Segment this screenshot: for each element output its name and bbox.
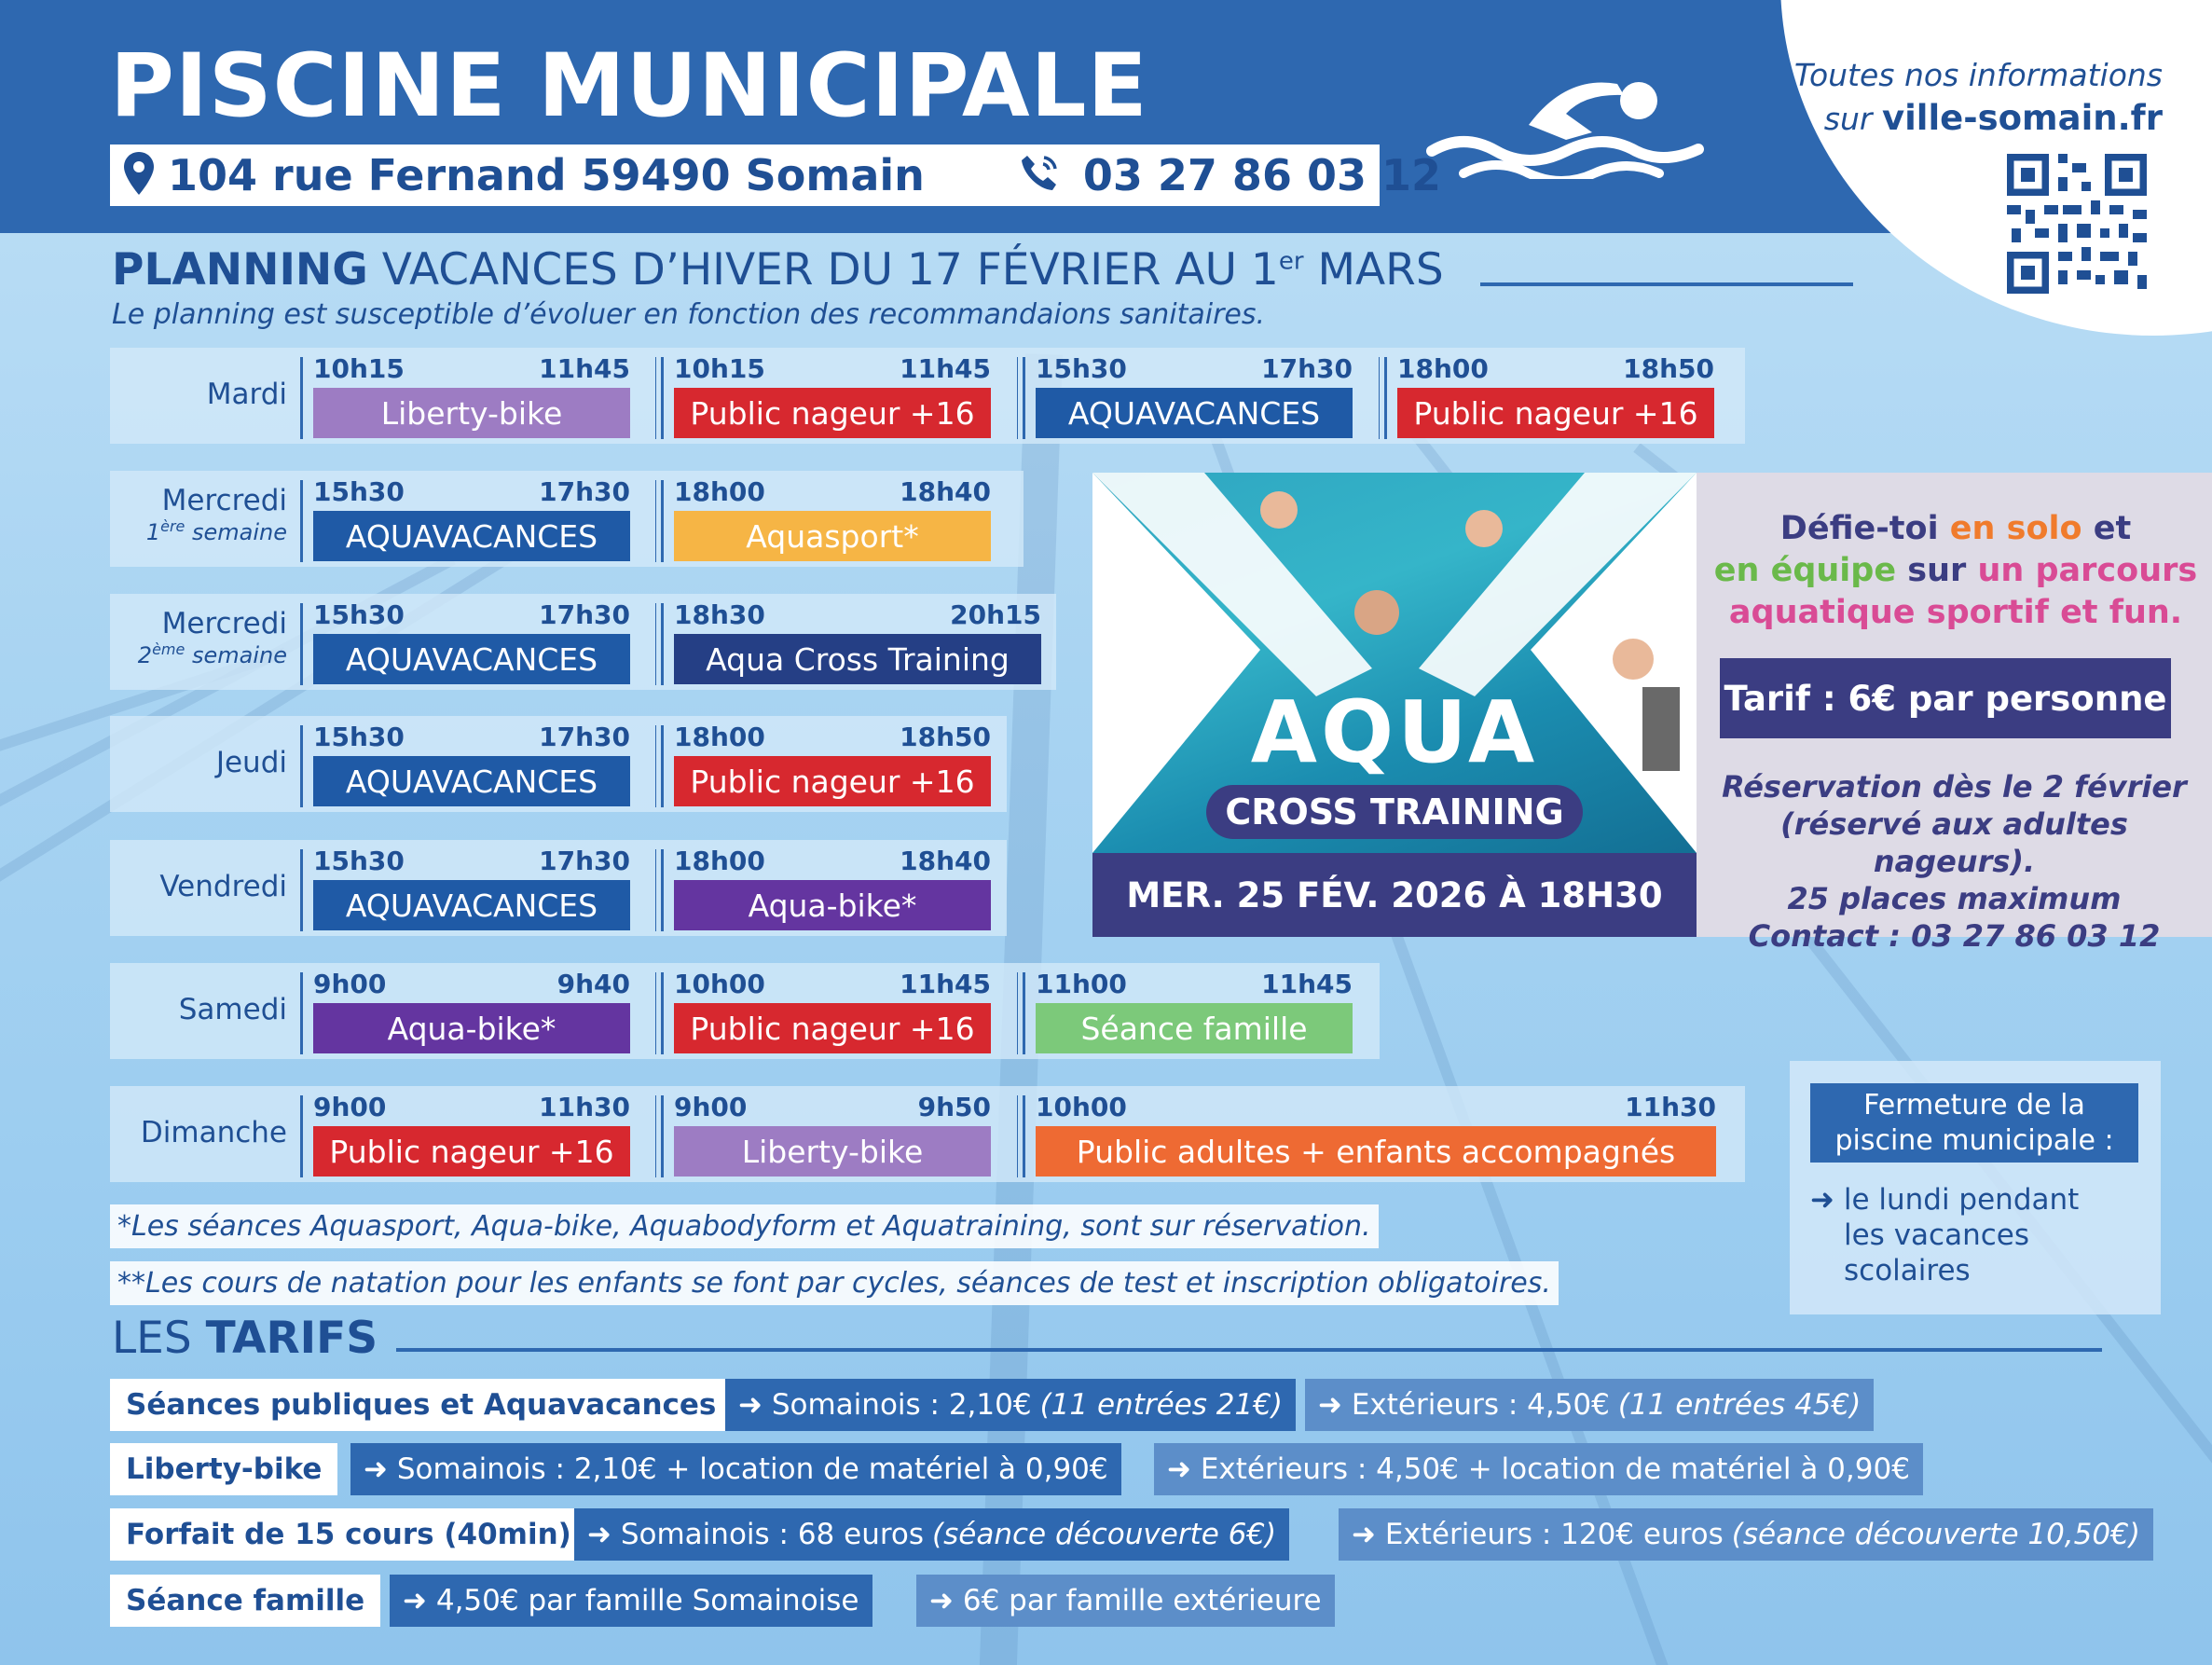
phone-number: 03 27 86 03 12 — [1082, 150, 1442, 200]
slot-times — [674, 722, 991, 752]
slot-divider — [1384, 357, 1387, 439]
slot-activity: Public nageur +16 — [1397, 388, 1714, 438]
tarifs-title-light: LES — [112, 1313, 192, 1364]
day-row-vendredi — [110, 840, 1007, 936]
slot-times — [313, 1092, 630, 1122]
schedule-slot — [1036, 1086, 1716, 1182]
slot-start-time: 18h30 — [674, 599, 765, 630]
arrow-right-icon: ➜ — [929, 1584, 954, 1617]
slot-start-time: 15h30 — [313, 476, 405, 507]
slot-end-time: 11h45 — [539, 353, 630, 384]
day-row-mardi — [110, 348, 1745, 444]
address: 104 rue Fernand 59490 Somain — [168, 150, 925, 200]
arrow-right-icon: ➜ — [364, 1452, 388, 1486]
week-word: semaine — [192, 642, 287, 668]
slot-times — [674, 353, 991, 384]
slot-activity: AQUAVACANCES — [313, 634, 630, 684]
slot-divider — [1017, 1095, 1018, 1177]
slot-activity: Aqua Cross Training — [674, 634, 1041, 684]
arrow-right-icon: ➜ — [1318, 1388, 1342, 1422]
schedule-slot — [674, 348, 991, 444]
slot-times — [1036, 1092, 1716, 1122]
schedule-slot — [313, 963, 630, 1059]
arrow-right-icon: ➜ — [738, 1388, 763, 1422]
slot-divider — [655, 1095, 656, 1177]
slot-divider — [661, 480, 664, 562]
arrow-right-icon: ➜ — [403, 1584, 427, 1617]
slot-divider — [661, 972, 664, 1054]
day-label: Vendredi — [159, 870, 287, 903]
slot-start-time: 18h00 — [674, 722, 765, 752]
slot-start-time: 15h30 — [313, 722, 405, 752]
slot-end-time: 17h30 — [539, 846, 630, 876]
closure-heading: Fermeture de la piscine municipale : — [1810, 1083, 2138, 1163]
schedule-slot — [313, 348, 630, 444]
planning-rule — [1480, 282, 1853, 286]
day-row-mercredi — [110, 594, 1056, 690]
tarif-text: Somainois : 2,10€ + location de matériel à 0,90€ — [396, 1452, 1108, 1486]
day-row-mercredi — [110, 471, 1024, 567]
slot-divider — [1023, 1095, 1025, 1177]
promo-price: Tarif : 6€ par personne — [1720, 658, 2171, 738]
tarif-somainois — [390, 1575, 872, 1627]
slot-end-time: 17h30 — [539, 599, 630, 630]
website-info — [1771, 54, 2163, 141]
day-label — [110, 484, 287, 545]
planning-title-bold: PLANNING — [112, 244, 368, 296]
week-suffix: ère — [160, 517, 185, 535]
schedule-slot — [313, 716, 630, 812]
schedule-slot — [313, 840, 630, 936]
day-row-samedi — [110, 963, 1380, 1059]
slot-end-time: 20h15 — [950, 599, 1041, 630]
slot-activity: AQUAVACANCES — [1036, 388, 1353, 438]
slot-start-time: 11h00 — [1036, 969, 1127, 999]
tarif-text: Extérieurs : 4,50€ — [1351, 1388, 1610, 1422]
slot-start-time: 10h00 — [674, 969, 765, 999]
info-prefix: sur — [1823, 101, 1873, 137]
slot-activity: AQUAVACANCES — [313, 880, 630, 930]
slot-end-time: 18h50 — [1623, 353, 1714, 384]
schedule-slot — [674, 471, 991, 567]
slot-times — [313, 476, 630, 507]
slot-divider — [300, 1095, 303, 1177]
slot-times — [674, 1092, 991, 1122]
slot-end-time: 11h45 — [900, 969, 991, 999]
tarif-text: 6€ par famille extérieure — [962, 1584, 1322, 1617]
day-row-dimanche — [110, 1086, 1745, 1182]
arrow-right-icon: ➜ — [587, 1518, 611, 1551]
headline-part: en équipe — [1713, 552, 1897, 589]
week-number: 2 — [137, 642, 153, 668]
headline-part: Défie-toi — [1779, 510, 1939, 547]
tarif-note: (11 entrées 45€) — [1617, 1388, 1862, 1422]
info-line-2 — [1771, 97, 2163, 141]
promo-date: MER. 25 FÉV. 2026 À 18H30 — [1092, 853, 1697, 937]
slot-times — [313, 846, 630, 876]
day-label: Jeudi — [215, 746, 287, 779]
closure-line: scolaires — [1844, 1254, 1971, 1287]
tarif-somainois — [350, 1443, 1121, 1495]
day-name: Mercredi — [161, 607, 287, 640]
tarif-note: (séance découverte 10,50€) — [1731, 1518, 2140, 1551]
slot-divider — [1017, 972, 1018, 1054]
day-label: Mardi — [206, 378, 287, 411]
tarif-note: (séance découverte 6€) — [932, 1518, 1277, 1551]
slot-times — [313, 969, 630, 999]
schedule-slot — [1036, 348, 1353, 444]
slot-start-time: 9h00 — [674, 1092, 748, 1122]
promo-info-line: 25 places maximum — [1787, 881, 2122, 916]
tarif-somainois — [725, 1379, 1296, 1431]
contact-bar — [110, 144, 1442, 206]
slot-activity: Liberty-bike — [674, 1126, 991, 1177]
slot-times — [674, 969, 991, 999]
slot-times — [313, 722, 630, 752]
schedule-slot — [674, 1086, 991, 1182]
tarif-label: Forfait de 15 cours (40min) — [110, 1508, 587, 1561]
headline-part: un parcours — [1977, 552, 2198, 589]
day-label: Samedi — [178, 993, 287, 1026]
slot-activity: Public nageur +16 — [674, 756, 991, 806]
slot-end-time: 11h45 — [1261, 969, 1353, 999]
lessons-note: **Les cours de natation pour les enfants se font par cycles, séances de test et inscription obligatoires. — [110, 1261, 1559, 1305]
slot-activity: Aqua-bike* — [674, 880, 991, 930]
closure-body — [1810, 1182, 2079, 1288]
tarif-text: Somainois : 68 euros — [620, 1518, 925, 1551]
tarifs-rule — [396, 1348, 2102, 1352]
tarif-text: 4,50€ par famille Somainoise — [435, 1584, 859, 1617]
slot-divider — [1023, 972, 1025, 1054]
slot-start-time: 18h00 — [674, 846, 765, 876]
slot-start-time: 15h30 — [1036, 353, 1127, 384]
schedule-slot — [674, 840, 991, 936]
tarif-text: Somainois : 2,10€ — [771, 1388, 1032, 1422]
slot-divider — [661, 849, 664, 931]
planning-subtitle: Le planning est susceptible d’évoluer en fonction des recommandaions sanitaires. — [112, 298, 1266, 331]
tarif-exterieurs — [916, 1575, 1335, 1627]
slot-start-time: 18h00 — [1397, 353, 1489, 384]
day-label — [110, 607, 287, 668]
schedule-slot — [674, 963, 991, 1059]
qr-code-icon[interactable] — [2007, 154, 2147, 297]
tarif-exterieurs — [1339, 1508, 2153, 1561]
slot-divider — [300, 480, 303, 562]
slot-end-time: 11h30 — [539, 1092, 630, 1122]
slot-activity: Aqua-bike* — [313, 1003, 630, 1053]
tarif-note: (11 entrées 21€) — [1039, 1388, 1284, 1422]
aqua-logo-word: AQUA — [1250, 682, 1539, 782]
page-title: PISCINE MUNICIPALE — [110, 35, 1148, 137]
week-number: 1 — [145, 519, 161, 545]
slot-divider — [655, 725, 656, 807]
slot-divider — [1023, 357, 1025, 439]
arrow-right-icon: ➜ — [1810, 1183, 1834, 1217]
slot-times — [1036, 353, 1353, 384]
schedule-slot — [674, 716, 991, 812]
planning-title-sup: er — [1278, 247, 1304, 276]
phone-icon — [1018, 152, 1061, 199]
slot-times — [674, 846, 991, 876]
slot-divider — [655, 972, 656, 1054]
tarif-exterieurs — [1154, 1443, 1923, 1495]
slot-activity: Public nageur +16 — [674, 1003, 991, 1053]
slot-end-time: 9h50 — [917, 1092, 991, 1122]
closure-line: les vacances — [1844, 1218, 2029, 1252]
aqua-cross-training-image — [1092, 473, 1697, 853]
slot-activity: Public adultes + enfants accompagnés — [1036, 1126, 1716, 1177]
tarif-exterieurs — [1305, 1379, 1874, 1431]
slot-start-time: 9h00 — [313, 1092, 387, 1122]
day-week — [110, 517, 287, 545]
day-week — [110, 640, 287, 668]
slot-divider — [1017, 357, 1018, 439]
tarif-label: Liberty-bike — [110, 1443, 337, 1495]
slot-divider — [300, 603, 303, 685]
slot-divider — [300, 849, 303, 931]
slot-divider — [661, 1095, 664, 1177]
tarif-label: Séances publiques et Aquavacances — [110, 1379, 732, 1431]
slot-start-time: 9h00 — [313, 969, 387, 999]
cross-training-badge: CROSS TRAINING — [1206, 785, 1583, 839]
closure-line — [1810, 1182, 2079, 1218]
headline-part: et — [2093, 510, 2132, 547]
location-pin-icon — [121, 150, 157, 200]
slot-times — [674, 476, 991, 507]
slot-end-time: 18h40 — [900, 476, 991, 507]
headline-part: sur — [1907, 552, 1967, 589]
promo-info-line: Réservation dès le 2 février — [1722, 769, 2187, 805]
slot-start-time: 15h30 — [313, 846, 405, 876]
promo-info — [1697, 768, 2212, 955]
promo-info-line: Contact : 03 27 86 03 12 — [1748, 918, 2161, 954]
slot-start-time: 18h00 — [674, 476, 765, 507]
slot-start-time: 15h30 — [313, 599, 405, 630]
slot-end-time: 17h30 — [539, 722, 630, 752]
info-line-1: Toutes nos informations — [1793, 57, 2163, 93]
slot-activity: Aquasport* — [674, 511, 991, 561]
promo-headline — [1704, 508, 2207, 634]
slot-divider — [300, 972, 303, 1054]
slot-activity: Liberty-bike — [313, 388, 630, 438]
tarif-text: Extérieurs : 120€ euros — [1384, 1518, 1724, 1551]
website-link[interactable]: ville-somain.fr — [1881, 98, 2163, 138]
slot-end-time: 18h40 — [900, 846, 991, 876]
schedule-slot — [1397, 348, 1714, 444]
slot-start-time: 10h00 — [1036, 1092, 1127, 1122]
tarifs-title-bold: TARIFS — [205, 1313, 378, 1364]
planning-title-rest: VACANCES D’HIVER DU 17 FÉVRIER AU 1 — [381, 244, 1279, 296]
slot-activity: Public nageur +16 — [674, 388, 991, 438]
slot-divider — [661, 603, 664, 685]
schedule-slot — [313, 1086, 630, 1182]
arrow-right-icon: ➜ — [1352, 1518, 1376, 1551]
slot-times — [313, 353, 630, 384]
day-name: Mercredi — [161, 484, 287, 517]
slot-divider — [1379, 357, 1380, 439]
slot-end-time: 18h50 — [900, 722, 991, 752]
slot-divider — [655, 357, 656, 439]
swimmer-icon — [1426, 58, 1706, 183]
slot-end-time: 11h30 — [1625, 1092, 1716, 1122]
tarif-label: Séance famille — [110, 1575, 380, 1627]
promo-info-line: (réservé aux adultes nageurs). — [1780, 806, 2128, 879]
planning-title-end: MARS — [1317, 244, 1444, 296]
day-label: Dimanche — [140, 1116, 287, 1149]
slot-divider — [655, 849, 656, 931]
slot-activity: AQUAVACANCES — [313, 511, 630, 561]
slot-start-time: 10h15 — [313, 353, 405, 384]
slot-end-time: 9h40 — [556, 969, 630, 999]
slot-times — [1397, 353, 1714, 384]
slot-activity: Public nageur +16 — [313, 1126, 630, 1177]
day-row-jeudi — [110, 716, 1007, 812]
slot-divider — [655, 603, 656, 685]
slot-times — [674, 599, 1041, 630]
schedule-slot — [313, 471, 630, 567]
headline-part: aquatique sportif et fun. — [1728, 594, 2183, 631]
schedule-slot — [674, 594, 1041, 690]
arrow-right-icon: ➜ — [1167, 1452, 1191, 1486]
slot-divider — [300, 725, 303, 807]
slot-activity: Séance famille — [1036, 1003, 1353, 1053]
planning-title — [112, 244, 1444, 296]
slot-divider — [661, 725, 664, 807]
slot-start-time: 10h15 — [674, 353, 765, 384]
slot-activity: AQUAVACANCES — [313, 756, 630, 806]
slot-times — [1036, 969, 1353, 999]
slot-divider — [655, 480, 656, 562]
slot-divider — [661, 357, 664, 439]
headline-part: en solo — [1949, 510, 2082, 547]
reservation-note: *Les séances Aquasport, Aqua-bike, Aquabodyform et Aquatraining, sont sur réservation. — [110, 1204, 1379, 1248]
week-suffix: ème — [152, 640, 185, 658]
tarif-text: Extérieurs : 4,50€ + location de matériel à 0,90€ — [1200, 1452, 1910, 1486]
tarif-somainois — [574, 1508, 1289, 1561]
tarifs-title — [112, 1313, 378, 1364]
slot-end-time: 17h30 — [539, 476, 630, 507]
schedule-slot — [313, 594, 630, 690]
closure-text: le lundi pendant — [1843, 1183, 2080, 1217]
slot-end-time: 11h45 — [900, 353, 991, 384]
slot-times — [313, 599, 630, 630]
slot-divider — [300, 357, 303, 439]
schedule-slot — [1036, 963, 1353, 1059]
slot-end-time: 17h30 — [1261, 353, 1353, 384]
week-word: semaine — [192, 519, 287, 545]
